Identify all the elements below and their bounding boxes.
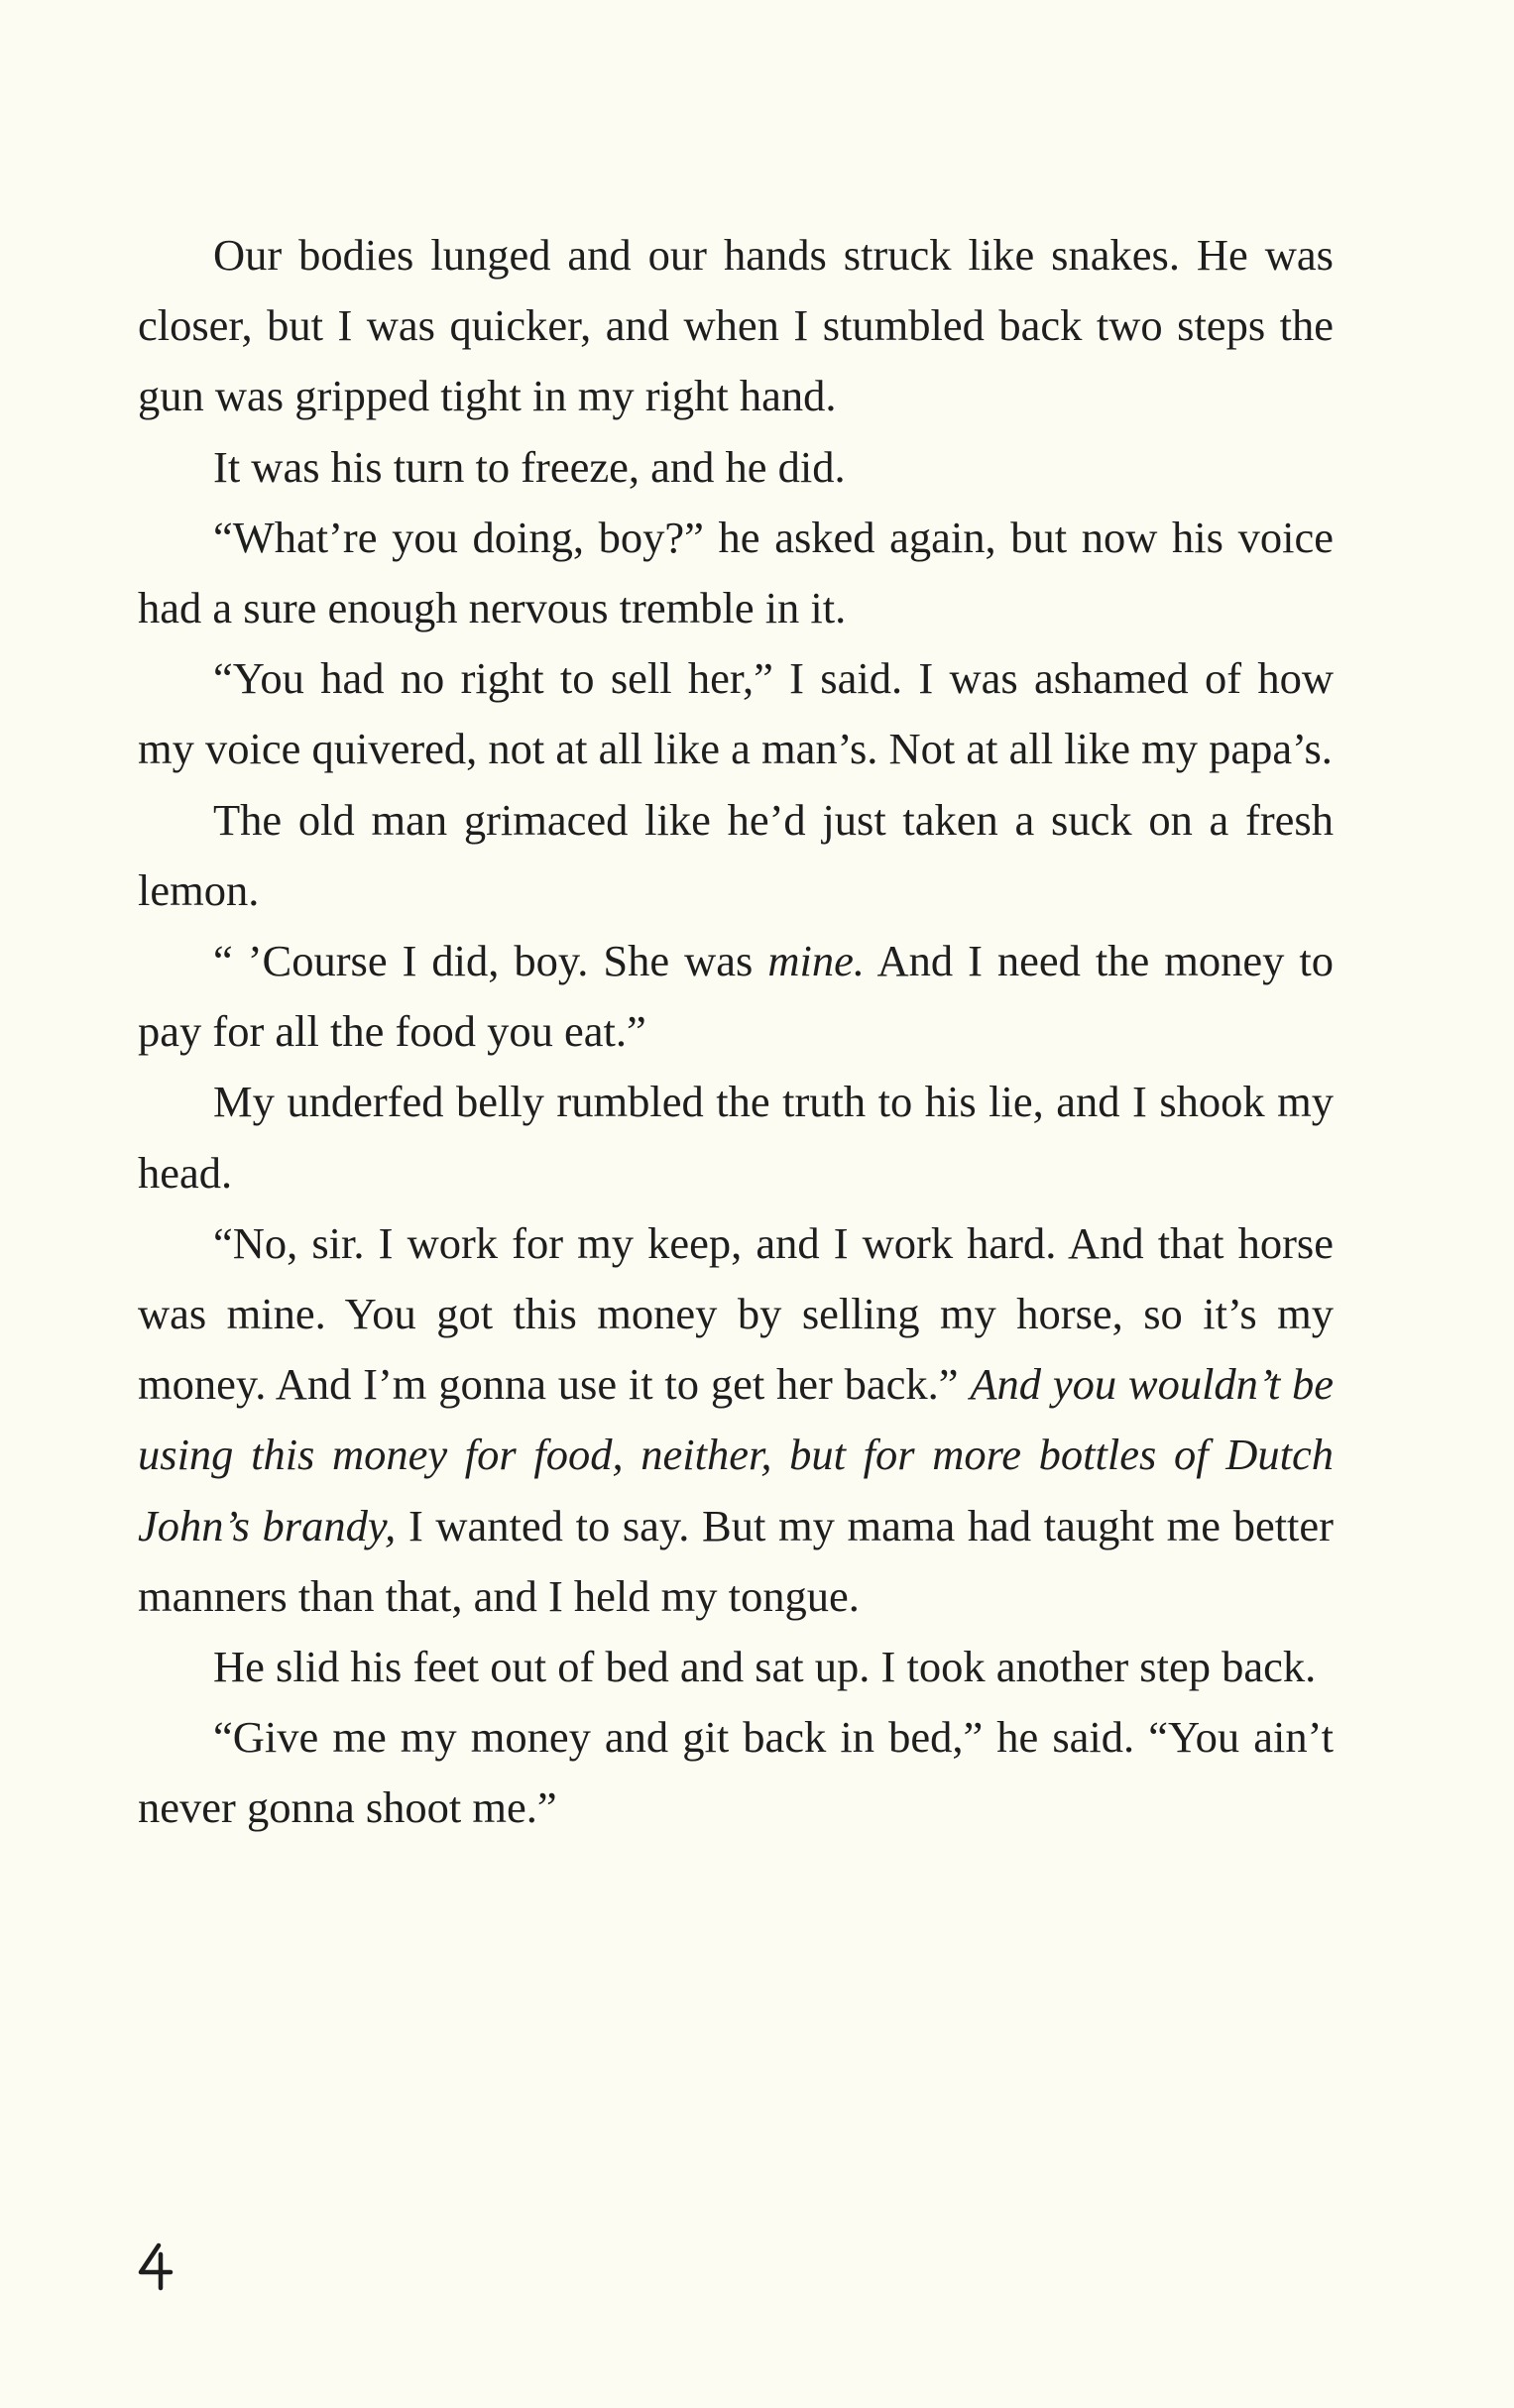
page-number [137,2242,176,2292]
paragraph-8-after: I wanted to say. But my mama had taught me better manners than that, and I held my tongue. [138,1500,1334,1621]
paragraph-6 [138,926,1334,1067]
paragraph-4: “You had no right to sell her,” I said. I was ashamed of how my voice quivered, not at all like a man’s. Not at all like my papa’s. [138,653,1334,774]
paragraph-1: Our bodies lunged and our hands struck like snakes. He was closer, but I was quicker, and when I stumbled back two steps the gun was gripped tight in my right hand. [138,230,1334,421]
paragraph-3: “What’re you doing, boy?” he asked again, but now his voice had a sure enough nervous tremble in it. [138,512,1334,633]
paragraph-8 [138,1208,1334,1632]
paragraph-7: My underfed belly rumbled the truth to his lie, and I shook my head. [138,1077,1334,1198]
body-text [138,220,1334,1844]
paragraph-5: The old man grimaced like he’d just taken a suck on a fresh lemon. [138,794,1334,915]
paragraph-6-after: And I need the money to pay for all the food you eat.” [138,936,1334,1057]
paragraph-6-italic: mine. [767,936,865,986]
paragraph-6-before: “ ’Course I did, boy. She was [213,936,768,986]
page-number-glyph [137,2242,176,2292]
paragraph-10: “Give me my money and git back in bed,” he said. “You ain’t never gonna shoot me.” [138,1712,1334,1833]
paragraph-2: It was his turn to freeze, and he did. [213,441,846,492]
paragraph-9: He slid his feet out of bed and sat up. I took another step back. [213,1642,1317,1692]
paragraph-8-italic: And you wouldn’t be using this money for food, neither, but for more bottles of Dutch John’s brandy, [138,1359,1334,1550]
paragraph-8-before: “No, sir. I work for my keep, and I work hard. And that horse was mine. You got this money by selling my horse, so it’s my money. And I’m gonna use it to get her back.” [138,1217,1334,1410]
